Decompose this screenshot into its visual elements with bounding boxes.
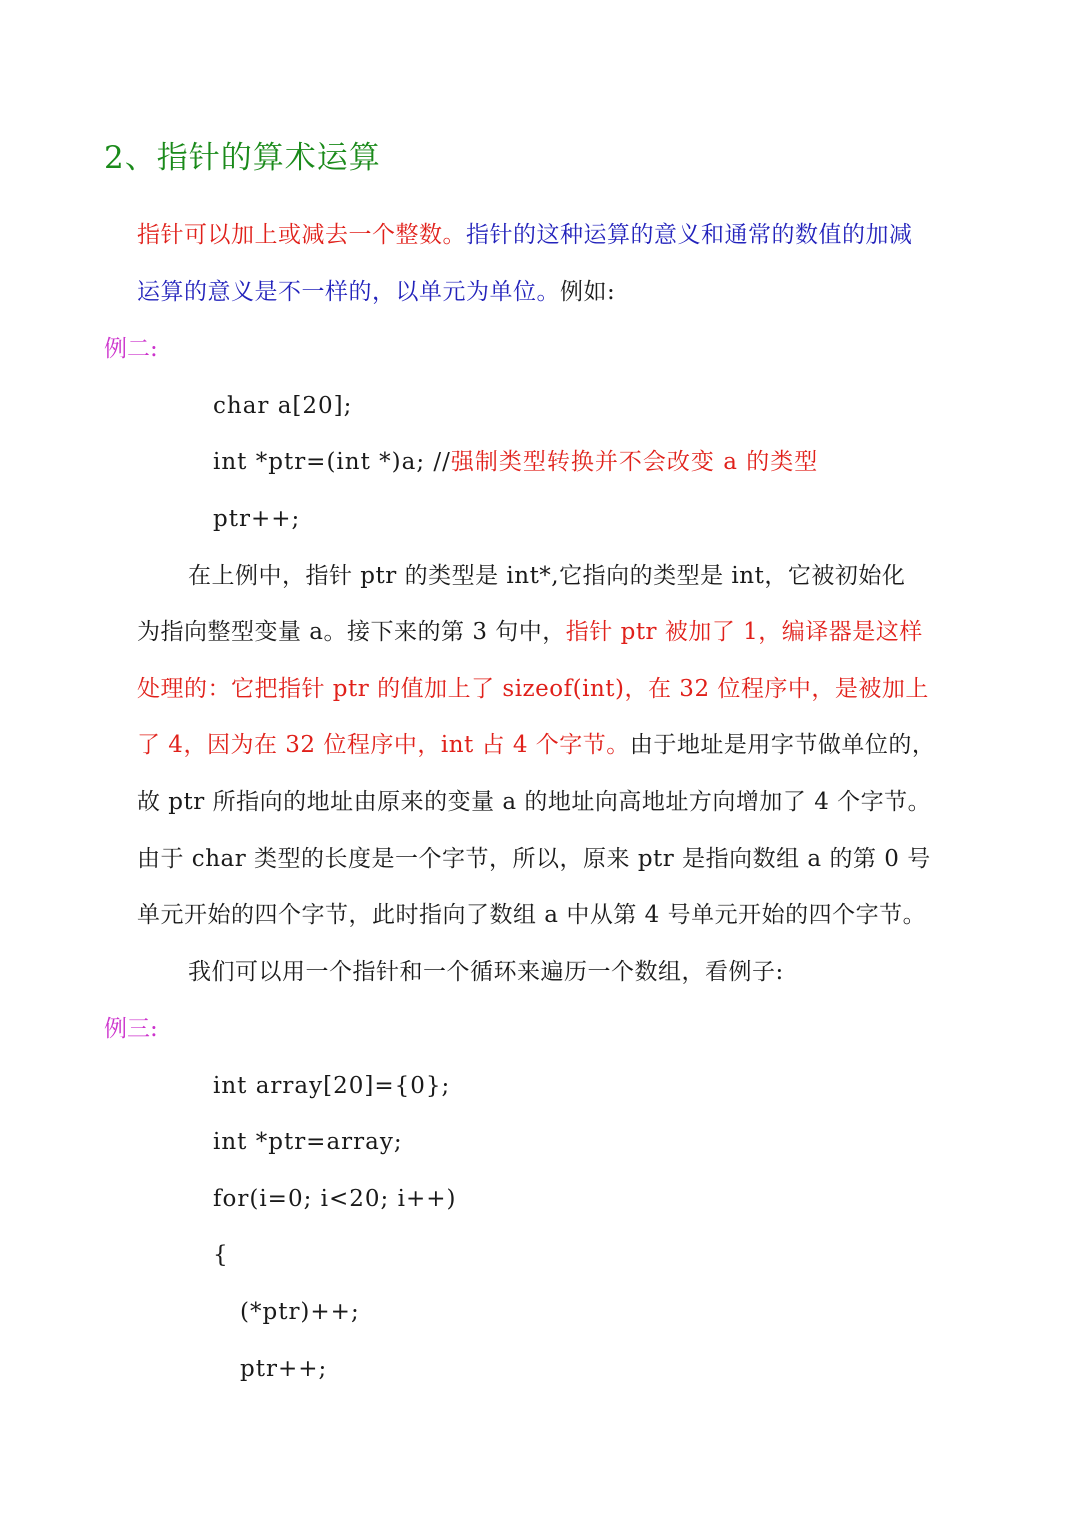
explain-line-5: 故 ptr 所指向的地址由原来的变量 a 的地址向高地址方向增加了 4 个字节。 — [137, 789, 932, 815]
section-heading: 2、指针的算术运算 — [104, 140, 381, 176]
intro-emphasis-red: 指针可以加上或减去一个整数。 — [137, 222, 466, 248]
code-statement: int *ptr=(int *)a; // — [213, 449, 451, 475]
example-3-code-line-4: { — [213, 1242, 229, 1268]
intro-line-2 — [137, 277, 615, 307]
example-2-label: 例二: — [104, 336, 158, 362]
explain-text: 为指向整型变量 a。接下来的第 3 句中， — [137, 619, 566, 645]
example-3-code-line-3: for(i=0; i<20; i++) — [213, 1186, 457, 1212]
example-2-code-line-1: char a[20]; — [213, 393, 353, 419]
example-2-code-line-2 — [213, 447, 818, 477]
example-3-code-line-2: int *ptr=array; — [213, 1129, 403, 1155]
explain-line-1: 在上例中，指针 ptr 的类型是 int*,它指向的类型是 int，它被初始化 — [188, 563, 906, 589]
explain-text-2: 由于地址是用字节做单位的， — [629, 732, 936, 758]
explain-line-3: 处理的：它把指针 ptr 的值加上了 sizeof(int)，在 32 位程序中，是被加上 — [137, 676, 929, 702]
example-3-code-line-6: ptr++; — [240, 1356, 328, 1382]
intro-line-1 — [137, 220, 913, 250]
explain-p2-line-1: 我们可以用一个指针和一个循环来遍历一个数组，看例子: — [188, 959, 784, 985]
explain-line-7: 单元开始的四个字节，此时指向了数组 a 中从第 4 号单元开始的四个字节。 — [137, 902, 927, 928]
code-comment: 强制类型转换并不会改变 a 的类型 — [450, 449, 819, 475]
intro-emphasis-blue-2: 运算的意义是不一样的，以单元为单位。 — [137, 279, 560, 305]
intro-text: 例如: — [560, 279, 616, 305]
explain-line-6: 由于 char 类型的长度是一个字节，所以，原来 ptr 是指向数组 a 的第 0 号 — [137, 846, 931, 872]
explain-line-2 — [137, 617, 923, 647]
example-3-label: 例三: — [104, 1016, 158, 1042]
explain-line-4 — [137, 730, 935, 760]
explain-emphasis-2: 了 4，因为在 32 位程序中，int 占 4 个字节。 — [137, 732, 630, 758]
example-2-code-line-3: ptr++; — [213, 506, 301, 532]
example-3-code-line-5: (*ptr)++; — [240, 1299, 360, 1325]
example-3-code-line-1: int array[20]={0}; — [213, 1073, 451, 1099]
intro-emphasis-blue: 指针的这种运算的意义和通常的数值的加减 — [466, 222, 913, 248]
explain-emphasis: 指针 ptr 被加了 1，编译器是这样 — [565, 619, 923, 645]
